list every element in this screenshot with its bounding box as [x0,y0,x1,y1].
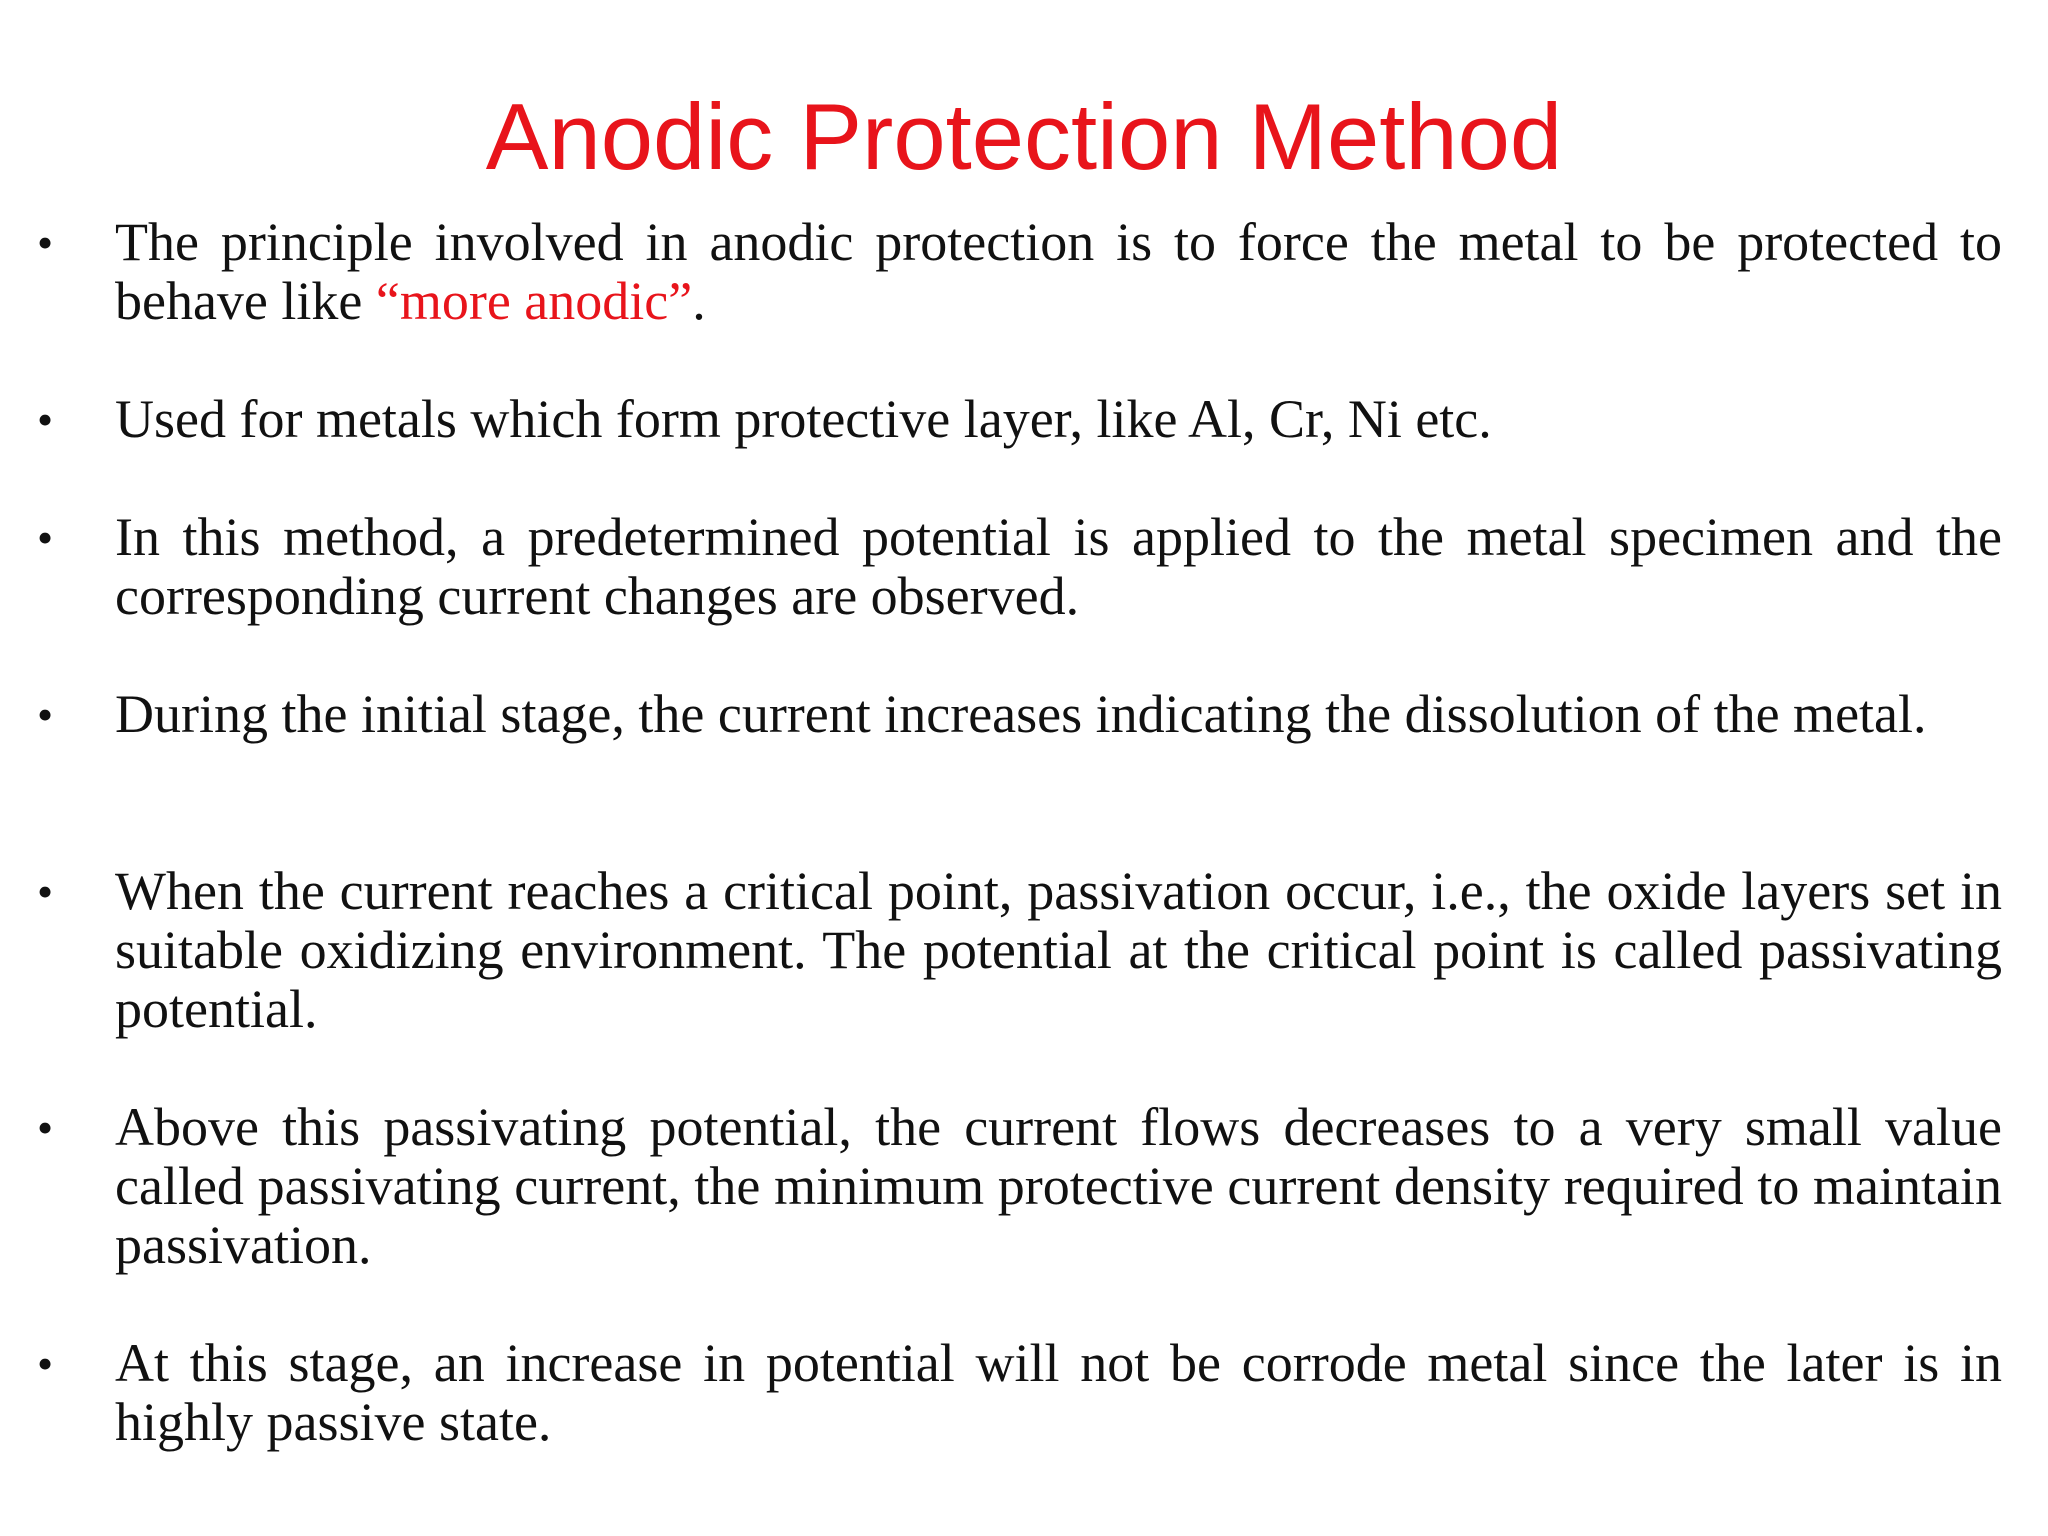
bullet-text: Above this passivating potential, the current flows decreases to a very small value called passivating current, the minimum protective current density required to maintain passivation. [115,1097,2002,1275]
bullet-icon: • [37,394,54,445]
bullet-text: When the current reaches a critical point, passivation occur, i.e., the oxide layers set in suitable oxidizing environment. The potential at the critical point is called passivating potential. [115,861,2002,1039]
bullet-icon: • [37,512,54,563]
bullet-item-4 [37,685,2002,744]
bullet-item-2 [37,390,2002,449]
bullet-icon: • [37,1102,54,1153]
bullet-item-3 [37,508,2002,626]
bullet-icon: • [37,1338,54,1389]
bullet-text: Used for metals which form protective layer, like Al, Cr, Ni etc. [115,389,1492,449]
highlight-text: “more anodic” [375,271,693,331]
bullet-icon: • [37,217,54,268]
bullet-text [115,213,2002,331]
bullet-text-part: The principle involved in anodic protection is to force the metal to be protected to behave like [115,212,2002,331]
bullet-icon: • [37,866,54,917]
bullet-icon: • [37,689,54,740]
bullet-item-7 [37,1334,2002,1452]
bullet-text: In this method, a predetermined potential is applied to the metal specimen and the corresponding current changes are observed. [115,507,2002,626]
bullet-item-5 [37,862,2002,1039]
bullet-item-6 [37,1098,2002,1275]
bullet-text-part: . [692,271,706,331]
bullet-text: At this stage, an increase in potential will not be corrode metal since the later is in highly passive state. [115,1333,2002,1452]
bullet-item-1 [37,213,2002,331]
bullet-text: During the initial stage, the current increases indicating the dissolution of the metal. [115,684,1927,744]
slide-title: Anodic Protection Method [485,84,1563,189]
